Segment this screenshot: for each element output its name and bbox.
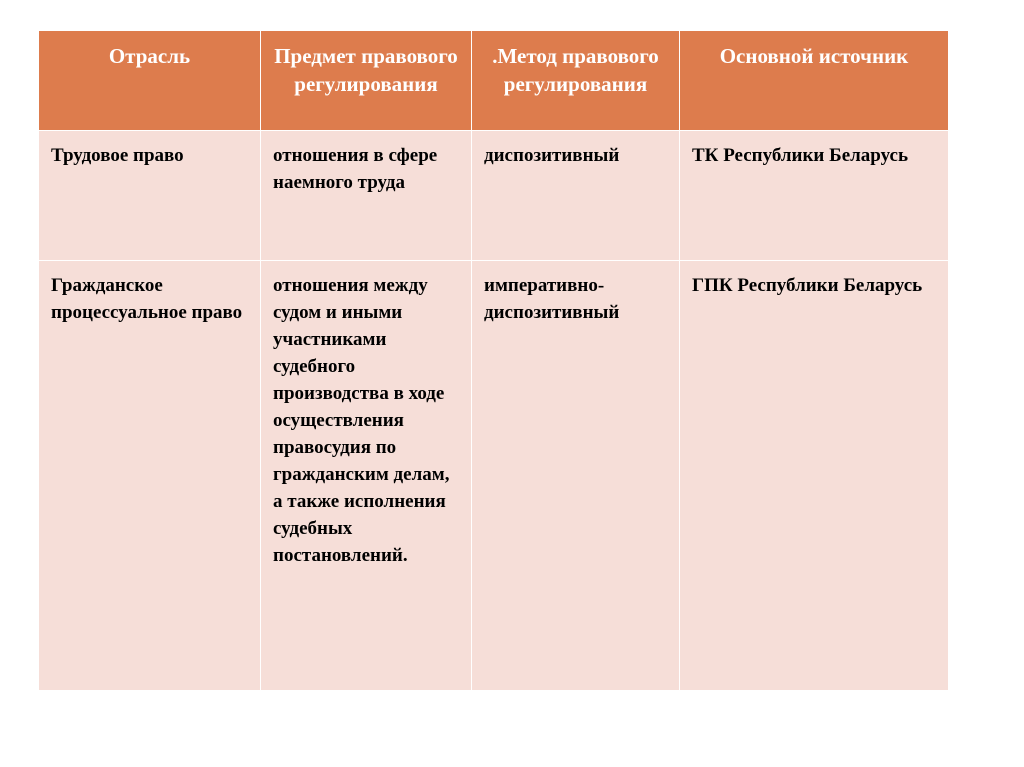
table-body: [39, 131, 949, 691]
column-header-subject: [261, 31, 472, 131]
legal-branches-table-wrapper: [38, 30, 948, 691]
cell-source: [680, 261, 949, 691]
cell-branch-text: Гражданское процессуальное право: [51, 275, 243, 323]
cell-subject: [261, 131, 472, 261]
table-header: [39, 31, 949, 131]
column-header-branch-label: Отрасль: [108, 44, 191, 68]
column-header-source-label: Основной источник: [719, 44, 909, 68]
cell-method: [472, 261, 680, 691]
table-row: [39, 261, 949, 691]
cell-source-text: ТК Республики Беларусь: [692, 145, 908, 166]
column-header-branch: [39, 31, 261, 131]
cell-subject-text: отношения между судом и иными участниками судебного производства в ходе осуществления правосудия по гражданским делам, а также исполнения судебных постановлений.: [273, 275, 450, 566]
cell-method: [472, 131, 680, 261]
cell-method-text: диспозитивный: [484, 145, 620, 166]
cell-source-text: ГПК Республики Беларусь: [692, 275, 923, 296]
table-row: [39, 131, 949, 261]
column-header-method-label: .Метод правового регулирования: [492, 44, 659, 96]
legal-branches-table: [38, 30, 949, 691]
cell-source: [680, 131, 949, 261]
cell-subject-text: отношения в сфере наемного труда: [273, 145, 438, 193]
cell-subject: [261, 261, 472, 691]
cell-branch: [39, 131, 261, 261]
cell-branch-text: Трудовое право: [51, 145, 184, 166]
column-header-method: [472, 31, 680, 131]
cell-branch: [39, 261, 261, 691]
column-header-source: [680, 31, 949, 131]
column-header-subject-label: Предмет правового регулирования: [274, 44, 458, 96]
cell-method-text: императивно-диспозитивный: [484, 275, 620, 323]
table-header-row: [39, 31, 949, 131]
